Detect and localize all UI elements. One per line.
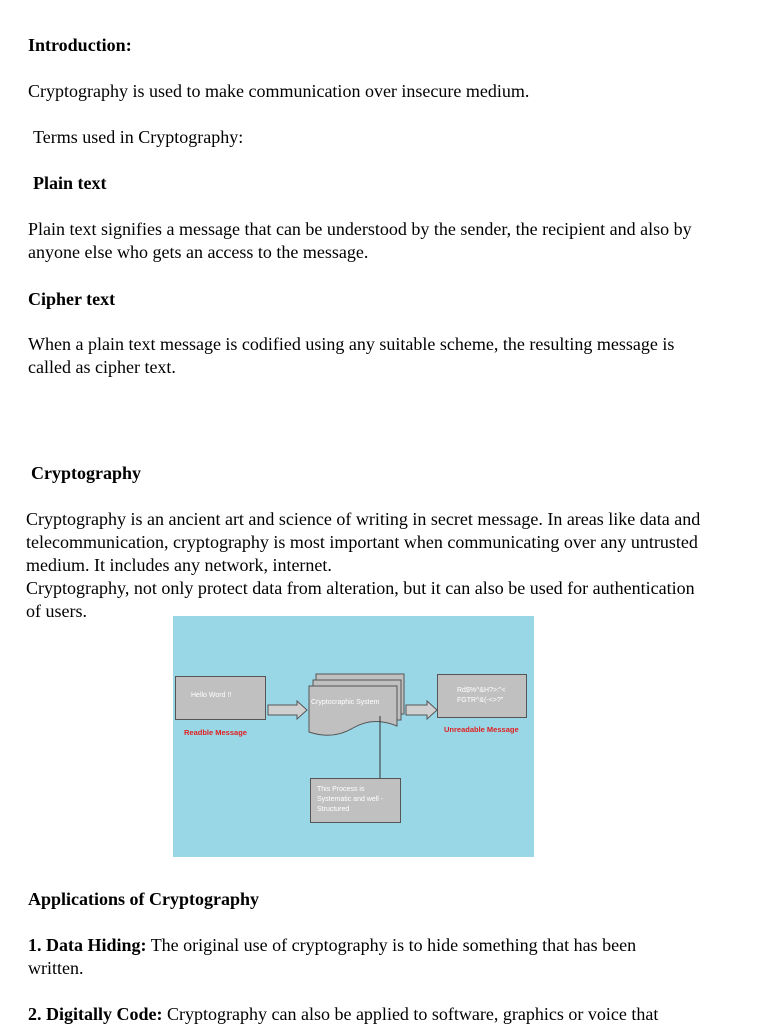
app-1-line-2: written.: [28, 958, 84, 978]
cryptographic-system-text: Cryptocraphic System: [311, 699, 380, 706]
process-box: [310, 778, 401, 823]
cipher-text-line-2: called as cipher text.: [28, 357, 176, 377]
process-box-text: This Process is Systematic and well - Structured: [317, 786, 384, 813]
cryptography-line-4: Cryptography, not only protect data from alteration, but it can also be used for authentication: [26, 578, 695, 598]
unreadable-message-box: [437, 674, 527, 718]
plain-text-line-2: anyone else who gets an access to the message.: [28, 242, 369, 262]
unreadable-message-label: Unreadable Message: [444, 725, 519, 734]
cipher-text-line-1: When a plain text message is codified using any suitable scheme, the resulting message is: [28, 334, 675, 354]
applications-heading: Applications of Cryptography: [28, 889, 260, 909]
terms-line: Terms used in Cryptography:: [33, 127, 244, 147]
intro-text: Cryptography is used to make communication over insecure medium.: [28, 81, 530, 101]
cipher-text-heading: Cipher text: [28, 289, 116, 309]
plain-text-line-1: Plain text signifies a message that can be understood by the sender, the recipient and also by: [28, 219, 692, 239]
app-1-line-1: [28, 934, 636, 957]
app-1-text: The original use of cryptography is to hide something that has been: [146, 935, 637, 955]
arrow-right-icon: [268, 701, 307, 719]
readable-message-text: Hello Word !!: [191, 692, 232, 699]
arrow-right-icon: [406, 701, 437, 719]
app-1-label: 1. Data Hiding:: [28, 935, 147, 955]
app-2-text: Cryptography can also be applied to software, graphics or voice that: [162, 1004, 659, 1024]
cryptography-line-3: medium. It includes any network, internet.: [26, 555, 332, 575]
unreadable-message-line-2: FGTR^&(-<>?": [457, 697, 504, 704]
app-2-line-1: [28, 1003, 658, 1026]
intro-heading: Introduction:: [28, 35, 132, 55]
cryptography-diagram: [173, 616, 534, 857]
readable-message-label: Readble Message: [184, 728, 247, 737]
cryptography-heading: Cryptography: [31, 463, 142, 483]
cryptography-line-5: of users.: [26, 601, 87, 621]
app-2-label: 2. Digitally Code:: [28, 1004, 163, 1024]
cryptography-line-2: telecommunication, cryptography is most important when communicating over any untrusted: [26, 532, 698, 552]
plain-text-heading: Plain text: [33, 173, 107, 193]
unreadable-message-line-1: Rd$%^&H?>:"<: [457, 687, 506, 694]
document-stack-front: [309, 686, 397, 735]
cryptography-line-1: Cryptography is an ancient art and science of writing in secret message. In areas like data and: [26, 509, 701, 529]
